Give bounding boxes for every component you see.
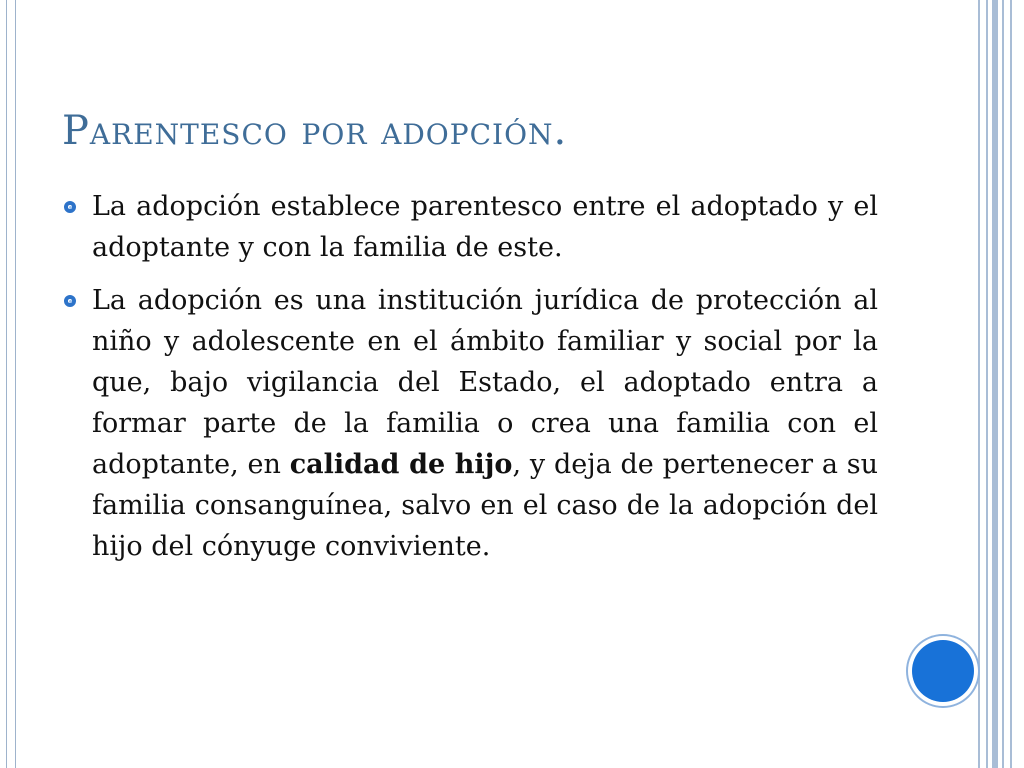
bullet-item xyxy=(62,280,878,567)
bullet-item xyxy=(62,186,878,268)
bullet-text-end: , y deja de pertenecer a su familia consanguínea, salvo en el caso de la adopción del hijo del cónyuge conviviente. xyxy=(92,449,879,562)
bullet-ring-icon xyxy=(64,295,76,307)
bullet-text-bold: calidad de hijo xyxy=(289,449,513,480)
bullet-list xyxy=(62,186,878,579)
bullet-ring-icon xyxy=(64,201,76,213)
decorative-circle-icon xyxy=(912,640,974,702)
left-frame-border xyxy=(6,0,16,768)
slide-title: Parentesco por adopción. xyxy=(62,108,568,154)
bullet-text-start: La adopción es una institución jurídica de protección al niño y adolescente en el ámbito familiar y social por la que, bajo vigilancia del Estado, el adoptado entra a formar parte de la familia o crea una familia con el adoptante, en xyxy=(92,285,878,480)
bullet-text: La adopción establece parentesco entre el adoptado y el adoptante y con la familia de este. xyxy=(92,191,878,263)
right-frame-border xyxy=(976,0,1024,768)
